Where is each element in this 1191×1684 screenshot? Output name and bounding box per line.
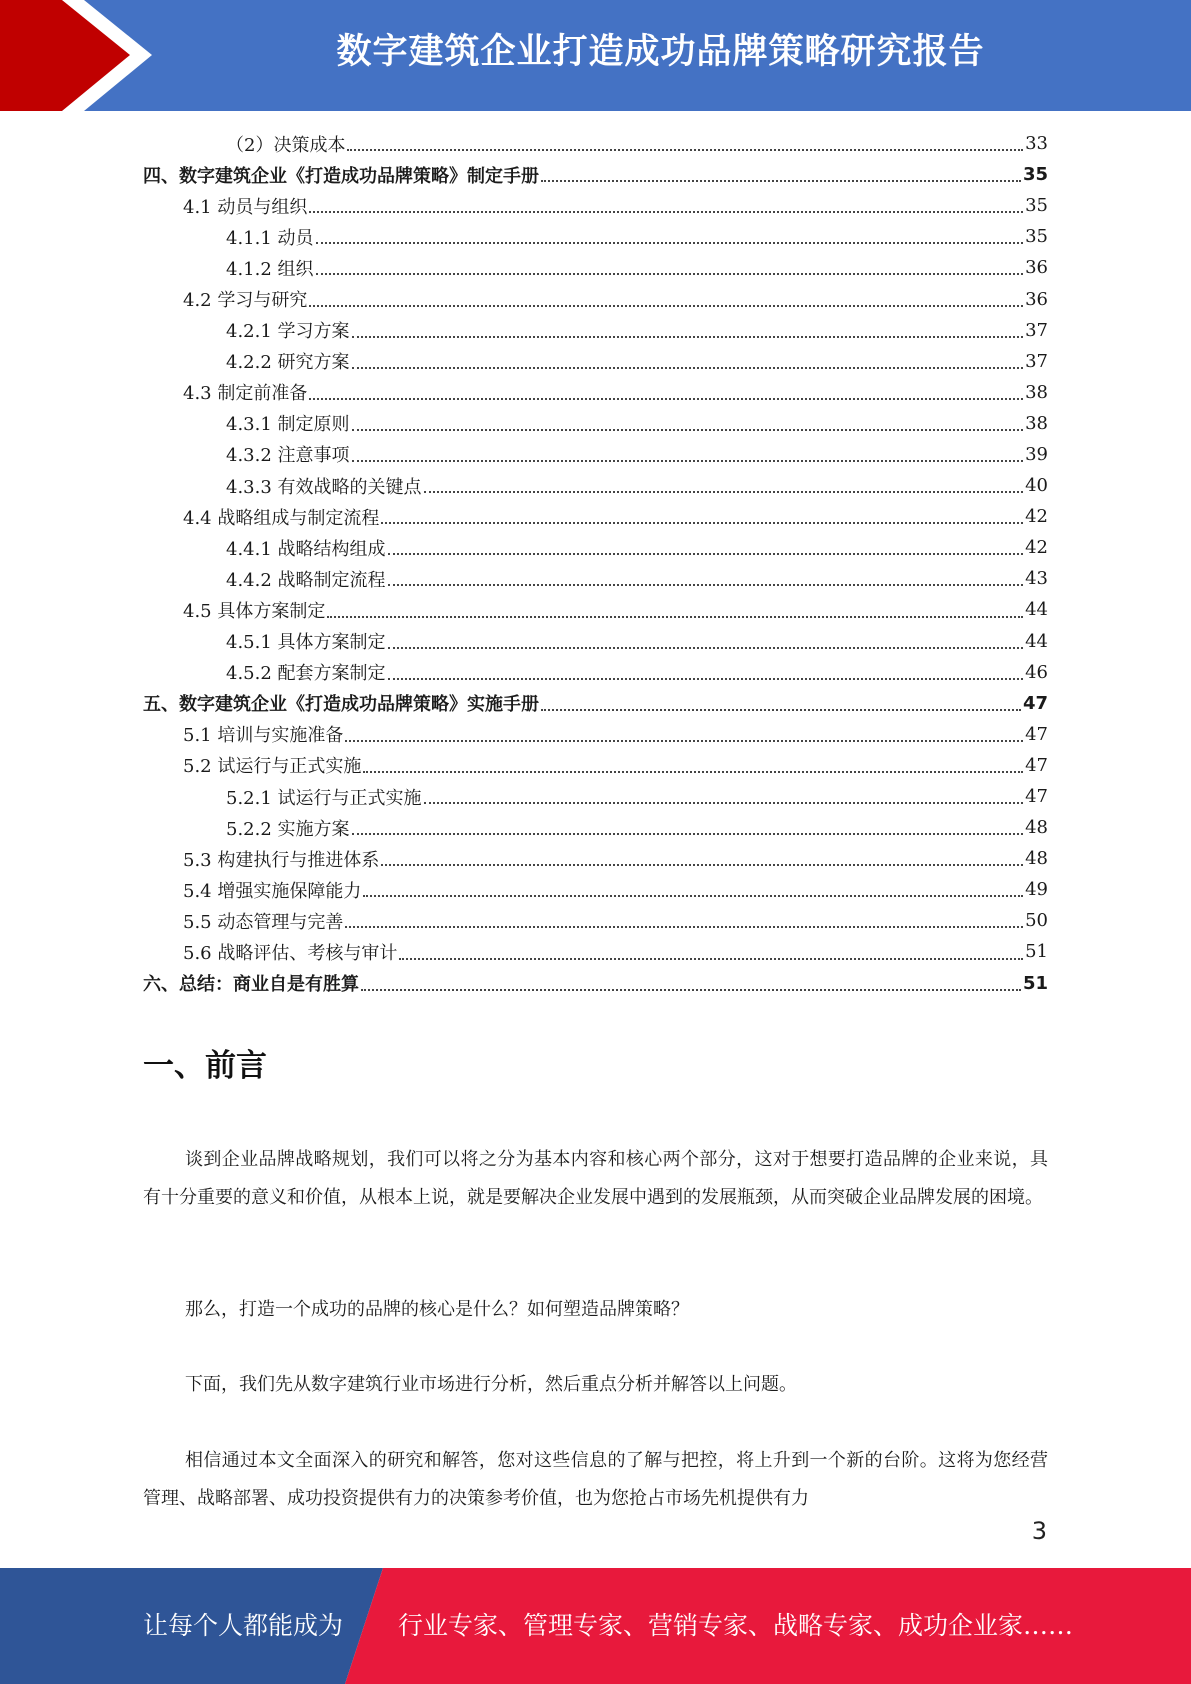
toc-entry-page: 51 xyxy=(1025,941,1048,963)
toc-entry-title: 4.1 动员与组织 xyxy=(183,196,308,218)
toc-dot-leader xyxy=(388,677,1024,680)
toc-entry[interactable] xyxy=(143,283,1048,314)
toc-entry[interactable] xyxy=(143,843,1048,874)
toc-entry[interactable] xyxy=(143,936,1048,967)
toc-entry[interactable] xyxy=(143,439,1048,470)
toc-entry-title: 4.5.1 具体方案制定 xyxy=(226,632,386,654)
toc-entry-page: 38 xyxy=(1025,381,1048,403)
section-heading: 一、前言 xyxy=(143,1048,267,1084)
toc-dot-leader xyxy=(399,957,1023,960)
toc-entry[interactable] xyxy=(143,501,1048,532)
toc-entry-page: 51 xyxy=(1022,972,1048,994)
toc-dot-leader xyxy=(541,179,1021,182)
toc-entry-title: 4.1.1 动员 xyxy=(226,227,314,249)
toc-dot-leader xyxy=(361,988,1021,991)
toc-entry[interactable] xyxy=(143,594,1048,625)
toc-entry-page: 33 xyxy=(1025,133,1048,155)
toc-entry-page: 43 xyxy=(1025,568,1048,590)
toc-entry[interactable] xyxy=(143,159,1048,190)
toc-entry-title: 5.4 增强实施保障能力 xyxy=(183,880,362,902)
toc-entry-page: 35 xyxy=(1025,226,1048,248)
toc-dot-leader xyxy=(309,397,1023,400)
toc-dot-leader xyxy=(363,894,1023,897)
toc-dot-leader xyxy=(352,366,1024,369)
toc-entry[interactable] xyxy=(143,128,1048,159)
toc-entry-page: 44 xyxy=(1025,630,1048,652)
toc-entry[interactable] xyxy=(143,563,1048,594)
toc-entry-page: 35 xyxy=(1025,195,1048,217)
toc-dot-leader xyxy=(381,863,1023,866)
toc-dot-leader xyxy=(352,459,1024,462)
toc-entry[interactable] xyxy=(143,874,1048,905)
toc-entry-title: 4.4 战略组成与制定流程 xyxy=(183,507,380,529)
toc-entry-page: 42 xyxy=(1025,506,1048,528)
paragraph-3: 下面，我们先从数字建筑行业市场进行分析，然后重点分析并解答以上问题。 xyxy=(185,1374,797,1395)
toc-entry[interactable] xyxy=(143,221,1048,252)
toc-entry-title: 4.5.2 配套方案制定 xyxy=(226,663,386,685)
toc-entry-page: 36 xyxy=(1025,257,1048,279)
toc-entry-title: 5.3 构建执行与推进体系 xyxy=(183,849,380,871)
toc-entry-page: 35 xyxy=(1022,164,1048,186)
toc-dot-leader xyxy=(345,925,1023,928)
toc-entry[interactable] xyxy=(143,750,1048,781)
toc-entry-title: 六、总结：商业自是有胜算 xyxy=(143,974,359,996)
toc-dot-leader xyxy=(388,583,1024,586)
toc-dot-leader xyxy=(363,770,1023,773)
toc-entry-page: 46 xyxy=(1025,661,1048,683)
toc-dot-leader xyxy=(352,832,1024,835)
toc-dot-leader xyxy=(388,552,1024,555)
toc-dot-leader xyxy=(309,304,1023,307)
toc-entry[interactable] xyxy=(143,968,1048,999)
footer-slogan-right: 行业专家、管理专家、营销专家、战略专家、成功企业家…… xyxy=(398,1611,1074,1640)
toc-entry-title: 5.5 动态管理与完善 xyxy=(183,911,344,933)
toc-entry[interactable] xyxy=(143,781,1048,812)
toc-entry-title: 四、数字建筑企业《打造成功品牌策略》制定手册 xyxy=(143,165,539,187)
toc-entry-page: 44 xyxy=(1025,599,1048,621)
toc-entry-page: 42 xyxy=(1025,537,1048,559)
toc-entry[interactable] xyxy=(143,719,1048,750)
toc-entry-page: 49 xyxy=(1025,879,1048,901)
toc-entry-title: 5.2 试运行与正式实施 xyxy=(183,756,362,778)
toc-entry-page: 48 xyxy=(1025,848,1048,870)
toc-entry-title: 五、数字建筑企业《打造成功品牌策略》实施手册 xyxy=(143,694,539,716)
toc-entry-title: 5.6 战略评估、考核与审计 xyxy=(183,942,398,964)
toc-entry-page: 36 xyxy=(1025,288,1048,310)
toc-entry[interactable] xyxy=(143,377,1048,408)
toc-entry[interactable] xyxy=(143,470,1048,501)
toc-entry-page: 37 xyxy=(1025,350,1048,372)
toc-dot-leader xyxy=(352,428,1024,431)
toc-entry[interactable] xyxy=(143,532,1048,563)
toc-entry-page: 47 xyxy=(1025,754,1048,776)
toc-dot-leader xyxy=(424,490,1024,493)
toc-entry[interactable] xyxy=(143,315,1048,346)
toc-entry[interactable] xyxy=(143,812,1048,843)
toc-entry-title: 4.5 具体方案制定 xyxy=(183,600,326,622)
toc-entry-page: 39 xyxy=(1025,443,1048,465)
toc-entry-page: 40 xyxy=(1025,475,1048,497)
toc-entry-title: （2）决策成本 xyxy=(226,134,346,156)
toc-entry-title: 4.3.1 制定原则 xyxy=(226,414,350,436)
footer-slogan-left: 让每个人都能成为 xyxy=(143,1611,344,1640)
report-title: 数字建筑企业打造成功品牌策略研究报告 xyxy=(336,32,985,72)
table-of-contents xyxy=(143,128,1048,999)
toc-entry-title: 4.4.2 战略制定流程 xyxy=(226,569,386,591)
toc-entry-title: 4.1.2 组织 xyxy=(226,258,314,280)
toc-entry-title: 5.2.2 实施方案 xyxy=(226,818,350,840)
toc-entry-page: 50 xyxy=(1025,910,1048,932)
toc-dot-leader xyxy=(541,708,1021,711)
page-header xyxy=(0,0,1191,111)
toc-dot-leader xyxy=(345,739,1023,742)
toc-entry[interactable] xyxy=(143,657,1048,688)
toc-dot-leader xyxy=(352,335,1024,338)
toc-entry-page: 47 xyxy=(1025,723,1048,745)
toc-entry[interactable] xyxy=(143,408,1048,439)
toc-entry-title: 5.2.1 试运行与正式实施 xyxy=(226,787,422,809)
header-red-chevron xyxy=(0,0,148,111)
toc-entry-title: 4.2.2 研究方案 xyxy=(226,352,350,374)
paragraph-1: 谈到企业品牌战略规划，我们可以将之分为基本内容和核心两个部分，这对于想要打造品牌的企业来说，具有十分重要的意义和价值，从根本上说，就是要解决企业发展中遇到的发展瓶颈，从而突破企业品牌发展的困境。 xyxy=(143,1149,1048,1208)
toc-dot-leader xyxy=(327,615,1023,618)
toc-entry-title: 4.4.1 战略结构组成 xyxy=(226,538,386,560)
toc-entry-title: 4.3 制定前准备 xyxy=(183,383,308,405)
toc-entry-title: 5.1 培训与实施准备 xyxy=(183,725,344,747)
toc-entry-page: 47 xyxy=(1025,786,1048,808)
toc-dot-leader xyxy=(347,148,1023,151)
paragraph-2: 那么，打造一个成功的品牌的核心是什么？如何塑造品牌策略？ xyxy=(185,1299,689,1320)
toc-entry-title: 4.2 学习与研究 xyxy=(183,290,308,312)
toc-dot-leader xyxy=(381,521,1023,524)
paragraph-4: 相信通过本文全面深入的研究和解答，您对这些信息的了解与把控，将上升到一个新的台阶。这将为您经营管理、战略部署、成功投资提供有力的决策参考价值，也为您抢占市场先机提供有力 xyxy=(143,1450,1048,1509)
toc-entry-title: 4.3.3 有效战略的关键点 xyxy=(226,476,422,498)
toc-entry[interactable] xyxy=(143,190,1048,221)
toc-dot-leader xyxy=(309,210,1023,213)
toc-dot-leader xyxy=(388,646,1024,649)
toc-entry-page: 37 xyxy=(1025,319,1048,341)
toc-entry[interactable] xyxy=(143,905,1048,936)
toc-entry-page: 47 xyxy=(1022,692,1048,714)
toc-entry[interactable] xyxy=(143,346,1048,377)
toc-dot-leader xyxy=(424,801,1024,804)
toc-entry[interactable] xyxy=(143,252,1048,283)
toc-entry-title: 4.3.2 注意事项 xyxy=(226,445,350,467)
toc-entry-title: 4.2.1 学习方案 xyxy=(226,321,350,343)
toc-dot-leader xyxy=(316,241,1024,244)
toc-entry-page: 48 xyxy=(1025,817,1048,839)
page-footer xyxy=(0,1568,1191,1684)
page-number: 3 xyxy=(1031,1517,1047,1545)
toc-dot-leader xyxy=(316,272,1024,275)
toc-entry-page: 38 xyxy=(1025,412,1048,434)
toc-entry[interactable] xyxy=(143,626,1048,657)
toc-entry[interactable] xyxy=(143,688,1048,719)
